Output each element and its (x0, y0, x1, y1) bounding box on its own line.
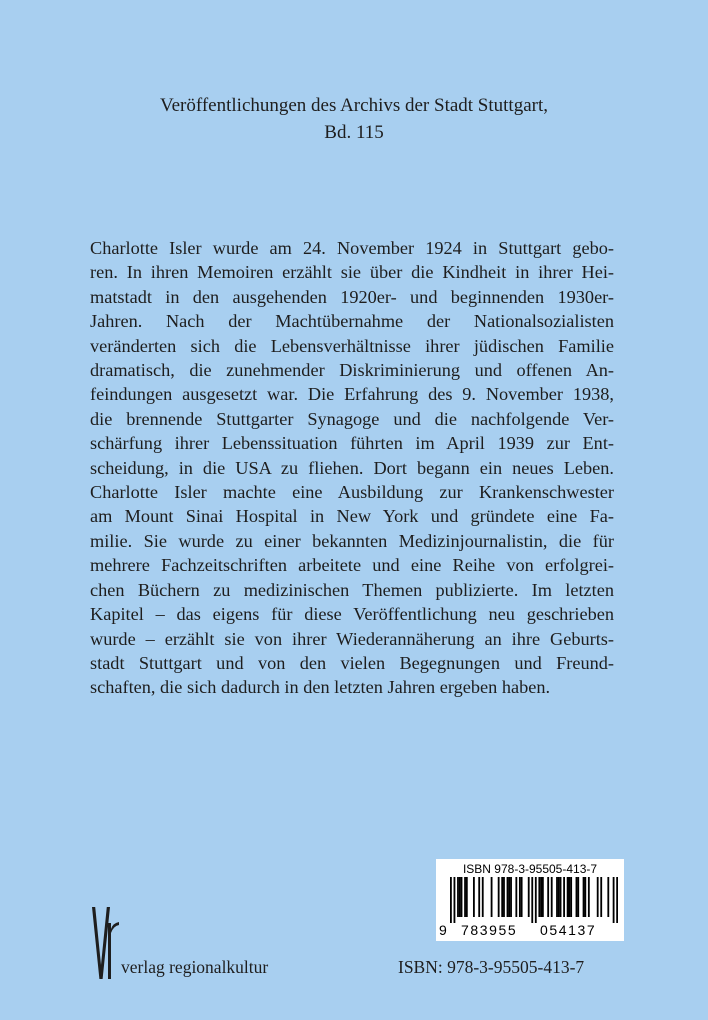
isbn-barcode (436, 859, 624, 941)
blurb-line: mehrere Fachzeitschriften arbeitete und eine Reihe von erfolgrei- (90, 555, 614, 576)
barcode-bar (588, 877, 590, 917)
barcode-isbn-label: ISBN 978-3-95505-413-7 (462, 862, 598, 876)
isbn-text: ISBN: 978-3-95505-413-7 (398, 957, 585, 977)
barcode-bar (498, 877, 500, 917)
barcode-bar (542, 877, 544, 917)
barcode-bar (563, 877, 565, 917)
barcode-bars (450, 877, 618, 923)
barcode-bar (583, 877, 585, 917)
blurb-line: chen Büchern zu medizinischen Themen publizierte. Im letzten (90, 579, 614, 600)
blurb-line: ren. In ihren Memoiren erzählt sie über die Kindheit in ihrer Hei- (90, 262, 614, 283)
barcode-bar (600, 877, 602, 917)
barcode-bar (454, 877, 456, 923)
vr-logo-icon (92, 907, 120, 979)
barcode-bar (538, 877, 540, 917)
barcode-bar (535, 877, 537, 923)
blurb-line: Charlotte Isler machte eine Ausbildung zur Krankenschwester (90, 482, 614, 503)
barcode-bar (482, 877, 484, 917)
barcode-bar (551, 877, 553, 917)
barcode-bar (597, 877, 599, 917)
barcode-bar (531, 877, 533, 923)
barcode-bar (508, 877, 510, 917)
barcode-bar (558, 877, 560, 917)
barcode-bar (577, 877, 579, 917)
barcode-bar (503, 877, 505, 917)
barcode-bar (510, 877, 512, 917)
barcode-bar (528, 877, 530, 917)
barcode-bar (576, 877, 578, 917)
barcode-bar (568, 877, 570, 917)
barcode-bar (584, 877, 586, 917)
barcode-bar (613, 877, 615, 923)
barcode-bar (521, 877, 523, 917)
blurb-line: schärfung ihrer Lebenssituation führten im April 1939 zur Ent- (90, 433, 614, 454)
barcode-bar (461, 877, 463, 917)
barcode-bar (519, 877, 521, 917)
blurb-line: scheidung, in die USA zu fliehen. Dort begann ein neues Leben. (90, 457, 614, 478)
publisher-name: verlag regionalkultur (121, 957, 269, 977)
blurb-line: stadt Stuttgart und von den vielen Begegnungen und Freund- (90, 652, 614, 673)
barcode-bar (570, 877, 572, 917)
barcode-digits (439, 922, 621, 939)
barcode-bar (567, 877, 569, 917)
blurb-line: milie. Sie wurde zu einer bekannten Medizinjournalistin, die für (90, 530, 614, 551)
barcode-bar (459, 877, 461, 917)
barcode-bar (556, 877, 558, 917)
barcode-bar (560, 877, 562, 917)
blurb-line: Jahren. Nach der Machtübernahme der Nationalsozialisten (90, 311, 614, 332)
blurb-line: die brennende Stuttgarter Synagoge und die nachfolgende Ver- (90, 408, 614, 429)
barcode-bar (607, 877, 609, 917)
blurb-line: Kapitel – das eigens für diese Veröffentlichung neu geschrieben (90, 604, 614, 625)
barcode-bar (450, 877, 452, 923)
barcode-bar (507, 877, 509, 917)
barcode-bar (515, 877, 517, 917)
blurb-line: am Mount Sinai Hospital in New York und gründete eine Fa- (90, 506, 614, 527)
blurb-line: matstadt in den ausgehenden 1920er- und beginnenden 1930er- (90, 286, 614, 307)
barcode-digits-right: 054137 (540, 922, 597, 938)
blurb-line: feindungen ausgesetzt war. Die Erfahrung des 9. November 1938, (90, 384, 614, 405)
barcode-digit-lead: 9 (439, 922, 449, 938)
barcode-bar (478, 877, 480, 917)
barcode-bar (466, 877, 468, 917)
barcode-digits-left: 783955 (461, 922, 518, 938)
barcode-bar (464, 877, 466, 917)
barcode-bar (501, 877, 503, 917)
series-title (0, 92, 708, 146)
barcode-bar (616, 877, 618, 923)
blurb-line: schaften, die sich dadurch in den letzten Jahren ergeben haben. (90, 677, 551, 698)
blurb-text (90, 236, 614, 700)
blurb-line: Charlotte Isler wurde am 24. November 1924 in Stuttgart gebo- (90, 238, 614, 258)
series-title-line: Veröffentlichungen des Archivs der Stadt Stuttgart, (159, 95, 548, 116)
barcode-bar (491, 877, 493, 917)
barcode-bar (473, 877, 475, 917)
blurb-line: dramatisch, die zunehmender Diskriminierung und offenen An- (90, 360, 614, 381)
barcode-bar (457, 877, 459, 917)
blurb-line: wurde – erzählt sie von ihrer Wiederannäherung an ihre Geburts- (90, 628, 614, 649)
barcode-bar (547, 877, 549, 917)
series-volume: Bd. 115 (324, 122, 384, 143)
blurb-line: veränderten sich die Lebensverhältnisse ihrer jüdischen Familie (90, 335, 614, 356)
barcode-bar (540, 877, 542, 917)
